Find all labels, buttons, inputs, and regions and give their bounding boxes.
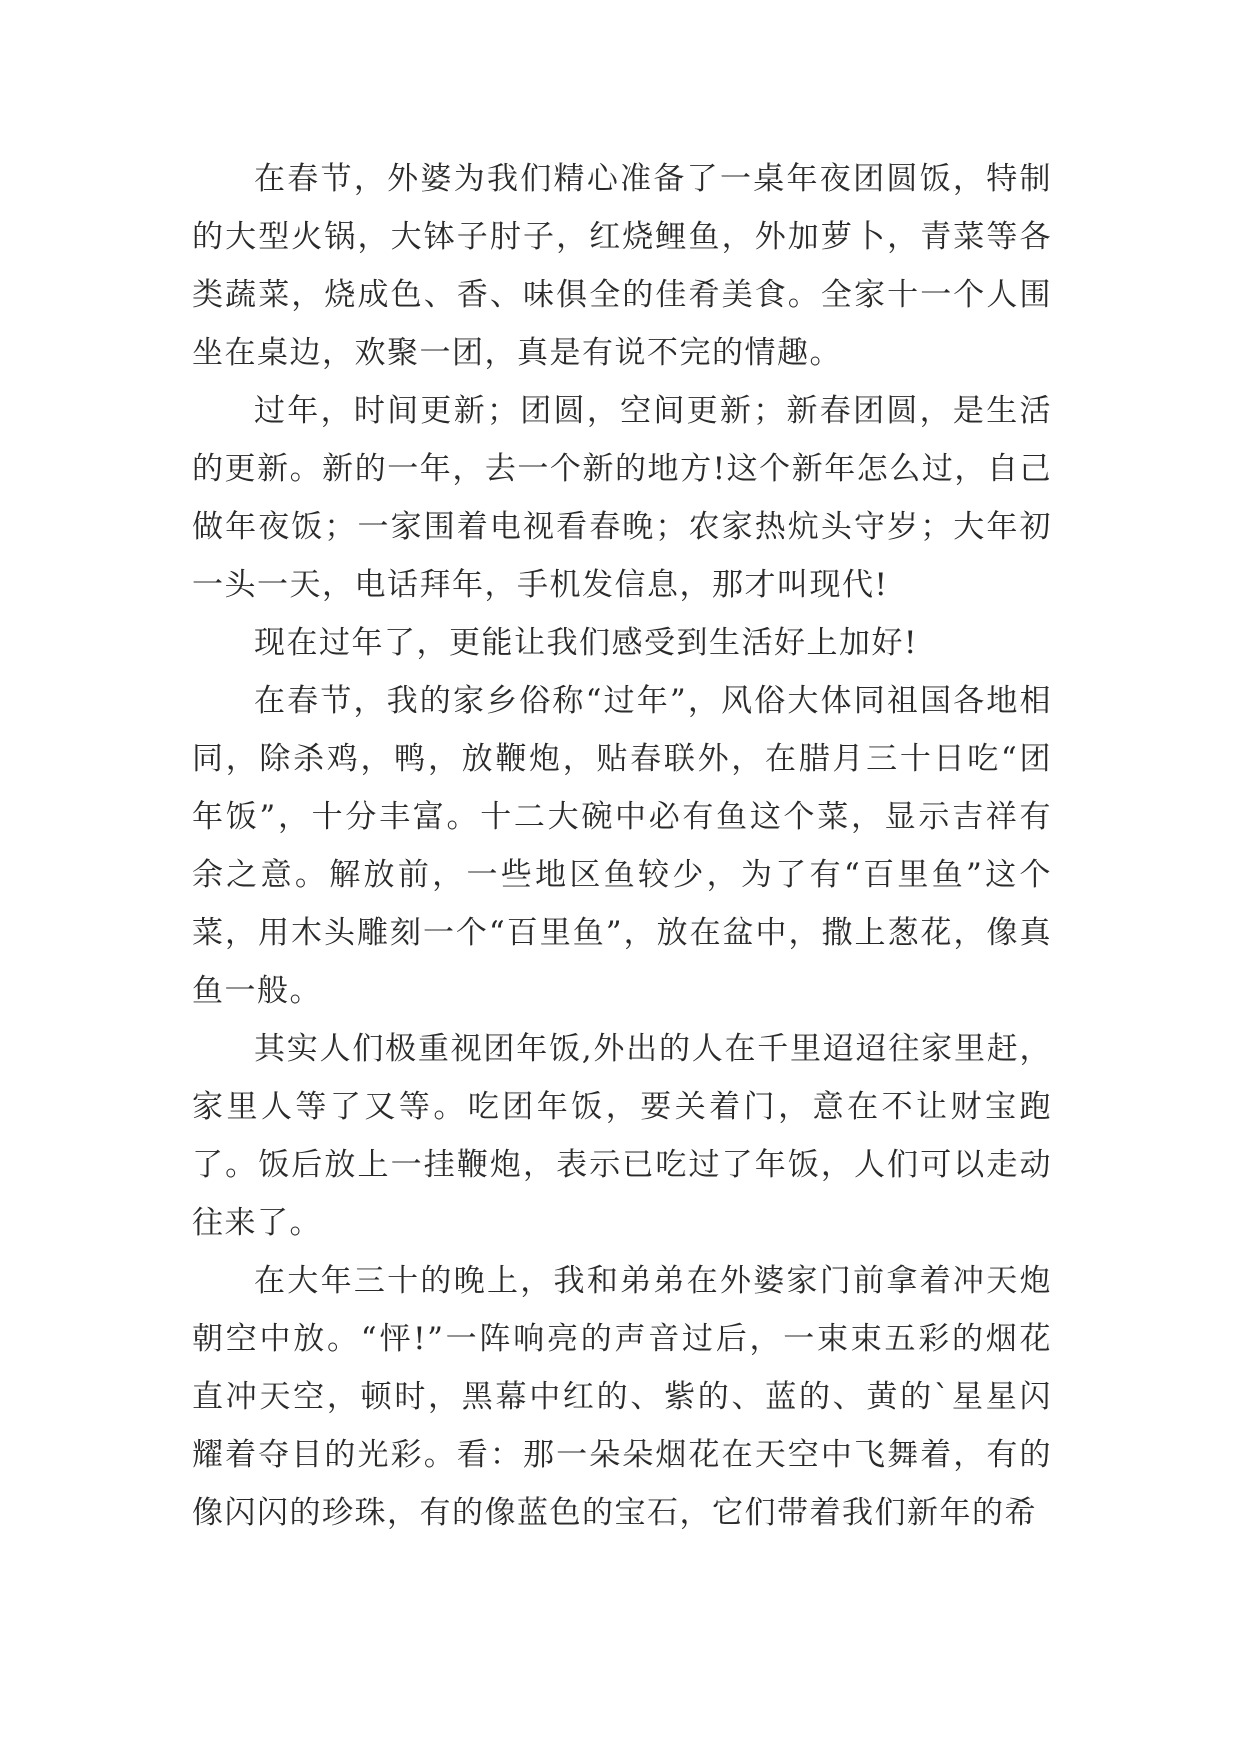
paragraph-tuannian-meal: 其实人们极重视团年饭,外出的人在千里迢迢往家里赶，家里人等了又等。吃团年饭，要关着门，意在不让财宝跑了。饭后放上一挂鞭炮，表示已吃过了年饭，人们可以走动往来了。 bbox=[192, 1031, 1052, 1241]
paragraph-better-life: 现在过年了，更能让我们感受到生活好上加好! bbox=[254, 625, 918, 661]
paragraph-hometown-customs: 在春节，我的家乡俗称“过年”，风俗大体同祖国各地相同，除杀鸡，鸭，放鞭炮，贴春联外，在腊月三十日吃“团年饭”，十分丰富。十二大碗中必有鱼这个菜，显示吉祥有余之意。解放前，一些地区鱼较少，为了有“百里鱼”这个菜，用木头雕刻一个“百里鱼”，放在盆中，撒上葱花，像真鱼一般。 bbox=[192, 683, 1052, 1009]
document-body bbox=[192, 150, 1052, 1542]
paragraph-new-year-renewal: 过年，时间更新；团圆，空间更新；新春团圆，是生活的更新。新的一年，去一个新的地方!这个新年怎么过，自己做年夜饭；一家围着电视看春晚；农家热炕头守岁；大年初一头一天，电话拜年，手机发信息，那才叫现代! bbox=[192, 393, 1052, 603]
paragraph-fireworks: 在大年三十的晚上，我和弟弟在外婆家门前拿着冲天炮朝空中放。“怦!”一阵响亮的声音过后，一束束五彩的烟花直冲天空，顿时，黑幕中红的、紫的、蓝的、黄的`星星闪耀着夺目的光彩。看：那一朵朵烟花在天空中飞舞着，有的像闪闪的珍珠，有的像蓝色的宝石，它们带着我们新年的希 bbox=[192, 1263, 1052, 1531]
paragraph-reunion-dinner: 在春节，外婆为我们精心准备了一桌年夜团圆饭，特制的大型火锅，大钵子肘子，红烧鲤鱼，外加萝卜，青菜等各类蔬菜，烧成色、香、味俱全的佳肴美食。全家十一个人围坐在桌边，欢聚一团，真是有说不完的情趣。 bbox=[192, 161, 1052, 371]
